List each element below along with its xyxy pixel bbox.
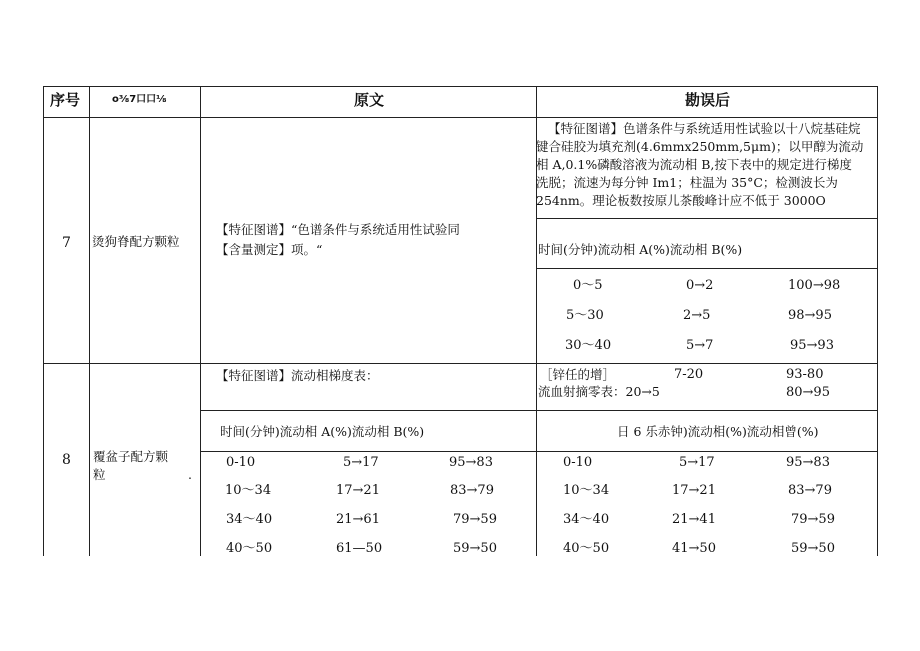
row7-original-line: 【含量测定】项。“ (216, 242, 323, 257)
row8-original-cell: 79→59 (453, 512, 497, 527)
table-right-border (877, 86, 878, 556)
row8-original-cell: 34～40 (226, 512, 273, 527)
row8-subheader-top-border (200, 410, 877, 411)
row8-corrected-cell: 10～34 (563, 483, 610, 498)
row7-table-header-bottom-border (536, 268, 877, 269)
row8-corrected-cell: 59→50 (791, 541, 835, 556)
row8-corrected-top: 93-80 (786, 367, 824, 382)
row7-table-header: 时间(分钟)流动相 A(%)流动相 B(%) (538, 242, 743, 257)
row8-corrected-top: 80→95 (786, 385, 830, 400)
row8-original-cell: 21→61 (336, 512, 380, 527)
row7-table-cell: 98→95 (788, 308, 832, 323)
name-column-border (200, 86, 201, 556)
header-seq: 序号 (50, 91, 81, 109)
row8-original-cell: 61—50 (336, 541, 383, 556)
row7-table-cell: 100→98 (788, 278, 841, 293)
row8-corrected-cell: 79→59 (791, 512, 835, 527)
row8-corrected-cell: 40～50 (563, 541, 610, 556)
header-corrected: 勘误后 (685, 91, 731, 109)
row7-corrected-line: 【特征图谱】色谱条件与系统适用性试验以十八烷基硅烷 (548, 121, 861, 136)
row7-table-cell: 5～30 (566, 308, 604, 323)
row8-original-cell: 17→21 (336, 483, 380, 498)
header-bottom-border (43, 117, 877, 118)
row8-original-title: 【特征图谱】流动相梯度表： (216, 368, 379, 383)
row7-seq: 7 (62, 235, 71, 251)
row7-name: 烫狗脊配方颗粒 (92, 234, 180, 249)
row7-corrected-line: 洗脱；流速为每分钟 Im1；柱温为 35°C；检测波长为 (536, 175, 838, 190)
row8-seq: 8 (62, 452, 71, 468)
row8-corrected-top: 流血射摘零表：20→5 (538, 384, 660, 399)
row7-table-cell: 5→7 (686, 338, 714, 353)
row8-original-cell: 10～34 (225, 483, 272, 498)
row7-original-line: 【特征图谱】“色谱条件与系统适用性试验同 (216, 222, 460, 237)
row7-bottom-border (43, 363, 877, 364)
row7-table-cell: 0→2 (686, 278, 714, 293)
row7-corrected-line: 254nm。理论板数按原儿茶酸峰计应不低于 3000O (536, 193, 826, 208)
row8-subheader-bottom-border (200, 451, 877, 452)
row8-original-cell: 83→79 (450, 483, 494, 498)
row7-table-cell: 30～40 (565, 338, 612, 353)
row8-corrected-table-header: 日 6 乐赤钟)流动相(%)流动相曾(%) (617, 424, 819, 439)
row8-original-cell: 0-10 (226, 455, 256, 470)
row8-corrected-cell: 21→41 (672, 512, 716, 527)
row8-original-table-header: 时间(分钟)流动相 A(%)流动相 B(%) (220, 424, 425, 439)
row8-original-cell: 59→50 (453, 541, 497, 556)
row7-table-top-border (536, 218, 877, 219)
row8-corrected-top: ［锌任的增］ (540, 367, 616, 382)
row8-name: 覆盆子配方颗 (93, 449, 169, 464)
row7-table-cell: 95→93 (790, 338, 834, 353)
row8-corrected-cell: 83→79 (788, 483, 832, 498)
row8-original-cell: 5→17 (343, 455, 379, 470)
header-original: 原文 (354, 91, 385, 109)
row8-corrected-cell: 41→50 (672, 541, 716, 556)
row7-corrected-line: 相 A,0.1%磷酸溶液为流动相 B,按下表中的规定进行梯度 (536, 157, 852, 172)
row8-corrected-cell: 0-10 (563, 455, 593, 470)
table-left-border (43, 86, 44, 556)
row8-corrected-cell: 5→17 (679, 455, 715, 470)
row8-name: 粒 (93, 467, 106, 482)
table-top-border (43, 86, 877, 87)
row8-original-cell: 95→83 (449, 455, 493, 470)
row7-table-cell: 2→5 (683, 308, 711, 323)
row8-corrected-cell: 95→83 (786, 455, 830, 470)
row8-corrected-top: 7-20 (674, 367, 704, 382)
row8-corrected-cell: 34～40 (563, 512, 610, 527)
row8-corrected-cell: 17→21 (672, 483, 716, 498)
row7-table-cell: 0～5 (573, 278, 603, 293)
row8-original-cell: 40～50 (226, 541, 273, 556)
row7-corrected-line: 键合硅胶为填充剂(4.6mmx250mm,5μm)；以甲醇为流动 (536, 139, 864, 154)
seq-column-border (89, 86, 90, 556)
header-name: o⅜7口口⅛ (112, 94, 167, 105)
row8-name-mark: . (188, 467, 192, 482)
